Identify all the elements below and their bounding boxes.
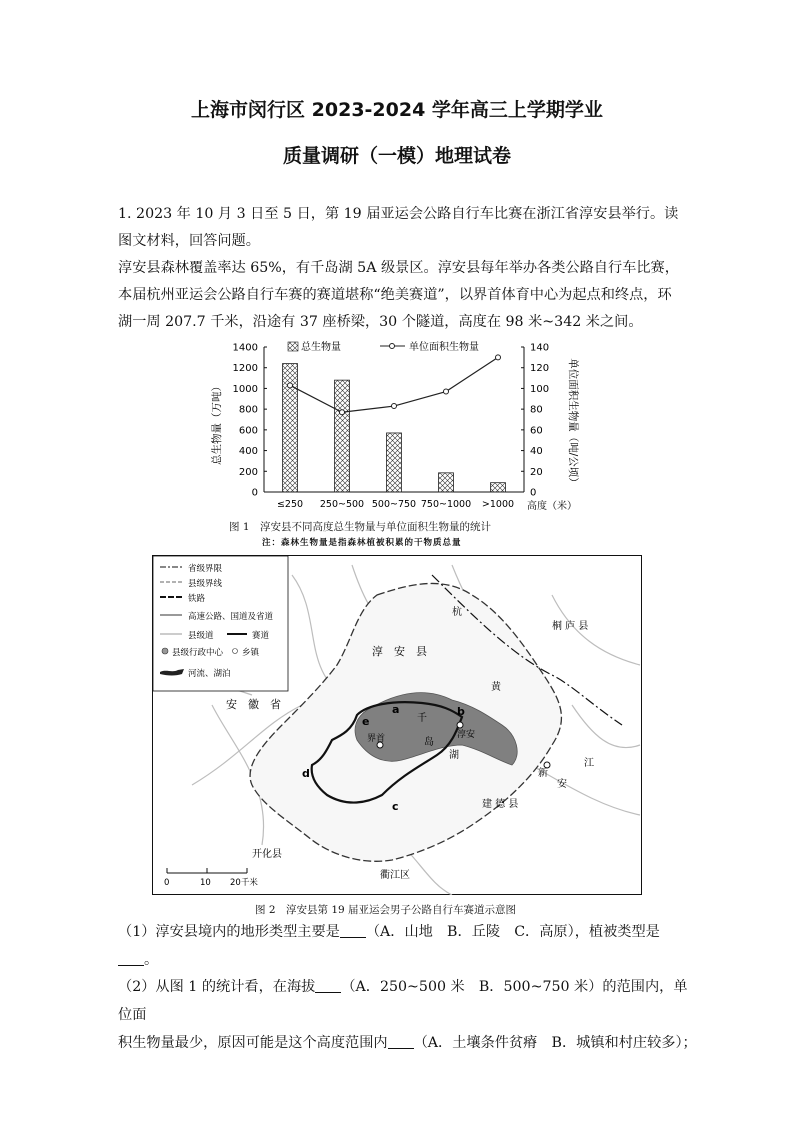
line-point <box>340 410 345 415</box>
legend-item-label: 乡镇 <box>242 648 260 658</box>
map-place-label: 江 <box>584 758 594 769</box>
x-tick-label: >1000 <box>481 499 515 510</box>
legend-item-label: 高速公路、国道及省道 <box>188 612 274 622</box>
right-tick-label: 20 <box>530 466 543 478</box>
answer-blank[interactable] <box>388 1034 414 1049</box>
line-point <box>392 404 397 409</box>
subquestion-1: （1）淳安县境内的地形类型主要是 （A．山地 B．丘陵 C．高原），植被类型是 。 <box>118 924 660 968</box>
right-tick-label: 120 <box>530 363 550 375</box>
answer-blank[interactable] <box>118 951 144 966</box>
right-tick-label: 140 <box>530 342 550 354</box>
right-tick-label: 100 <box>530 383 550 395</box>
map-place-label: 淳 安 县 <box>372 645 427 658</box>
x-tick-label: 250~500 <box>319 499 365 510</box>
map-place-label: 千 <box>417 713 427 724</box>
y-axis-right-title: 单位面积生物量（吨/公顷） <box>567 358 579 488</box>
figure1-note: 注：森林生物量是指森林植被积累的干物质总量 <box>262 538 462 548</box>
legend-item-label: 县级行政中心 <box>172 648 224 658</box>
scale-label: 10 <box>200 878 211 888</box>
page-title-line2: 质量调研（一模）地理试卷 <box>282 145 511 167</box>
map-place-label: b <box>457 705 465 718</box>
map-place-label: 新 <box>538 768 548 779</box>
bar <box>335 380 350 492</box>
map-place-label: 淳安 <box>457 730 476 740</box>
figure2-caption: 图 2 淳安县第 19 届亚运会男子公路自行车赛道示意图 <box>255 904 517 916</box>
map-place-label: 湖 <box>449 750 459 761</box>
legend-item-label: 河流、湖泊 <box>188 669 231 679</box>
right-tick-label: 80 <box>530 404 543 416</box>
legend-item-label: 铁路 <box>188 594 206 604</box>
right-tick-label: 0 <box>530 487 537 499</box>
line-point <box>288 383 293 388</box>
subquestion-2: （2）从图 1 的统计看，在海拔 （A．250~500 米 B．500~750 米）的范围内，单位面 积生物量最少，原因可能是这个高度范围内 （A．土壤条件贫瘠 B．城镇和村庄较多）； <box>118 979 697 1051</box>
map-place-label: 开化县 <box>252 849 282 860</box>
left-tick-label: 0 <box>251 487 258 499</box>
map-place-label: 衢江区 <box>380 870 410 881</box>
left-tick-label: 1200 <box>232 363 258 375</box>
left-tick-label: 600 <box>238 425 258 437</box>
left-tick-label: 200 <box>238 466 258 478</box>
biomass-chart <box>200 333 600 513</box>
right-tick-label: 40 <box>530 446 543 458</box>
legend-item-label: 省级界限 <box>188 564 223 574</box>
y-axis-left-title: 总生物量（万吨） <box>211 381 223 465</box>
left-tick-label: 1000 <box>232 383 258 395</box>
legend-line-marker <box>390 344 395 349</box>
legend-item-label: 赛道 <box>252 631 270 641</box>
left-tick-label: 800 <box>238 404 258 416</box>
legend-bar-label: 总生物量 <box>301 342 341 353</box>
scale-label: 0 <box>164 878 170 888</box>
race-route-map <box>152 555 642 895</box>
bar <box>387 433 402 492</box>
bar <box>439 473 454 492</box>
legend-bar-swatch <box>288 342 298 351</box>
map-place-label: 界首 <box>367 734 386 744</box>
left-tick-label: 1400 <box>232 342 258 354</box>
x-tick-label: 500~750 <box>371 499 417 510</box>
question-intro: 1. 2023 年 10 月 3 日至 5 日，第 19 届亚运会公路自行车比赛在浙江省淳安县举行。读图文材料，回答问题。 <box>118 206 679 249</box>
figure1-caption: 图 1 淳安县不同高度总生物量与单位面积生物量的统计 <box>229 521 492 533</box>
answer-blank[interactable] <box>315 978 341 993</box>
x-axis-title: 高度（米） <box>527 501 577 512</box>
legend-item-label: 县级界线 <box>188 579 223 589</box>
map-place-label: 安 <box>557 779 567 790</box>
map-place-label: 杭 <box>452 607 462 618</box>
chunan-center <box>457 722 463 728</box>
x-tick-label: ≤250 <box>276 499 304 510</box>
map-place-label: 建 德 县 <box>482 799 519 810</box>
scale-label: 20千米 <box>230 878 258 888</box>
legend-item-label: 县级道 <box>188 631 214 641</box>
map-place-label: 安 徽 省 <box>226 698 281 711</box>
right-tick-label: 60 <box>530 425 543 437</box>
map-place-label: 岛 <box>424 737 434 748</box>
map-place-label: 桐 庐 县 <box>552 621 589 632</box>
legend-line-label: 单位面积生物量 <box>409 342 479 353</box>
page-title-line1: 上海市闵行区 2023-2024 学年高三上学期学业 <box>191 99 603 121</box>
bar <box>491 483 506 492</box>
line-point <box>496 355 501 360</box>
x-tick-label: 750~1000 <box>420 499 472 510</box>
map-place-label: d <box>302 767 310 780</box>
question-material: 淳安县森林覆盖率达 65%，有千岛湖 5A 级景区。淳安县每年举办各类公路自行车比赛，本届杭州亚运会公路自行车赛的赛道堪称“绝美赛道”，以界首体育中心为起点和终点，环湖一周 207.7 千米，沿途有 37 座桥梁，30 个隧道，高度在 98 米~342 米之间。 <box>118 260 679 330</box>
line-point <box>444 389 449 394</box>
answer-blank[interactable] <box>340 923 366 938</box>
map-place-label: c <box>392 800 399 813</box>
map-place-label: a <box>392 703 400 716</box>
map-place-label: 黄 <box>491 682 501 693</box>
left-tick-label: 400 <box>238 446 258 458</box>
map-place-label: e <box>362 715 370 728</box>
